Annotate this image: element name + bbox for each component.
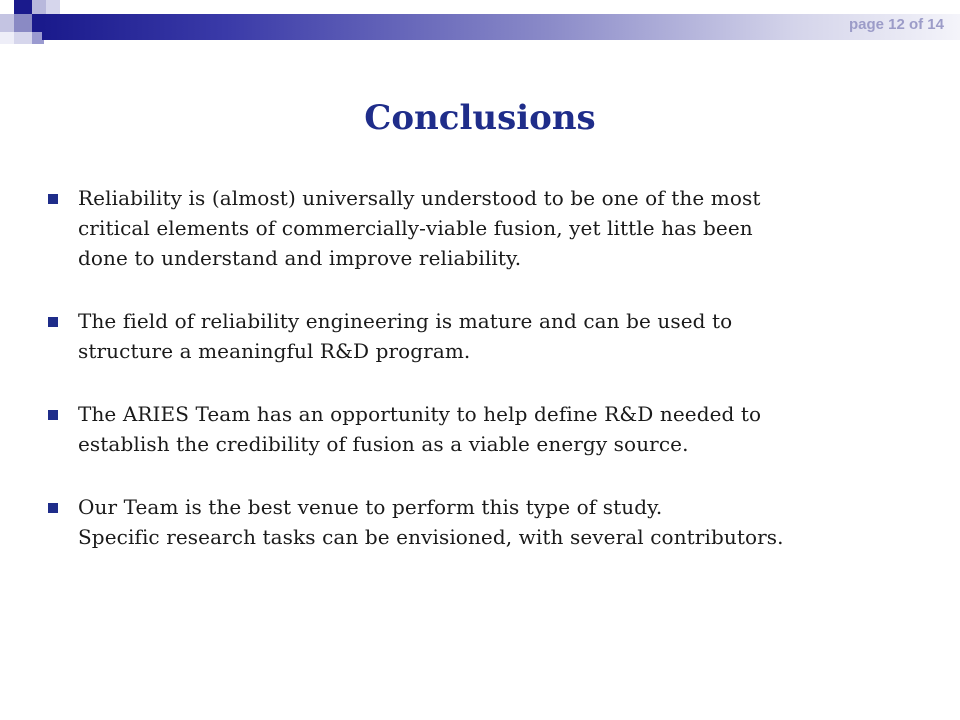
slide-title: Conclusions: [364, 98, 596, 138]
bullet-list: [38, 183, 938, 585]
bullet-item: [38, 183, 938, 273]
bullet-line: establish the credibility of fusion as a viable energy source.: [78, 432, 689, 456]
bullet-item: [38, 399, 938, 459]
bullet-line: The field of reliability engineering is mature and can be used to: [78, 309, 733, 333]
bullet-item: [38, 492, 938, 552]
header-gradient-bar: [42, 14, 960, 40]
bullet-line: The ARIES Team has an opportunity to help define R&D needed to: [78, 402, 762, 426]
page-number: page 12 of 14: [848, 16, 944, 33]
square-bullet-icon: [48, 317, 58, 327]
bullet-item: [38, 306, 938, 366]
bullet-line: Our Team is the best venue to perform this type of study.: [78, 495, 663, 519]
square-bullet-icon: [48, 194, 58, 204]
square-bullet-icon: [48, 503, 58, 513]
bullet-line: critical elements of commercially-viable fusion, yet little has been: [78, 216, 753, 240]
square-bullet-icon: [48, 410, 58, 420]
bullet-line: structure a meaningful R&D program.: [78, 339, 471, 363]
bullet-line: Specific research tasks can be envisioned, with several contributors.: [78, 525, 784, 549]
bullet-line: Reliability is (almost) universally understood to be one of the most: [78, 186, 761, 210]
bullet-line: done to understand and improve reliability.: [78, 246, 522, 270]
